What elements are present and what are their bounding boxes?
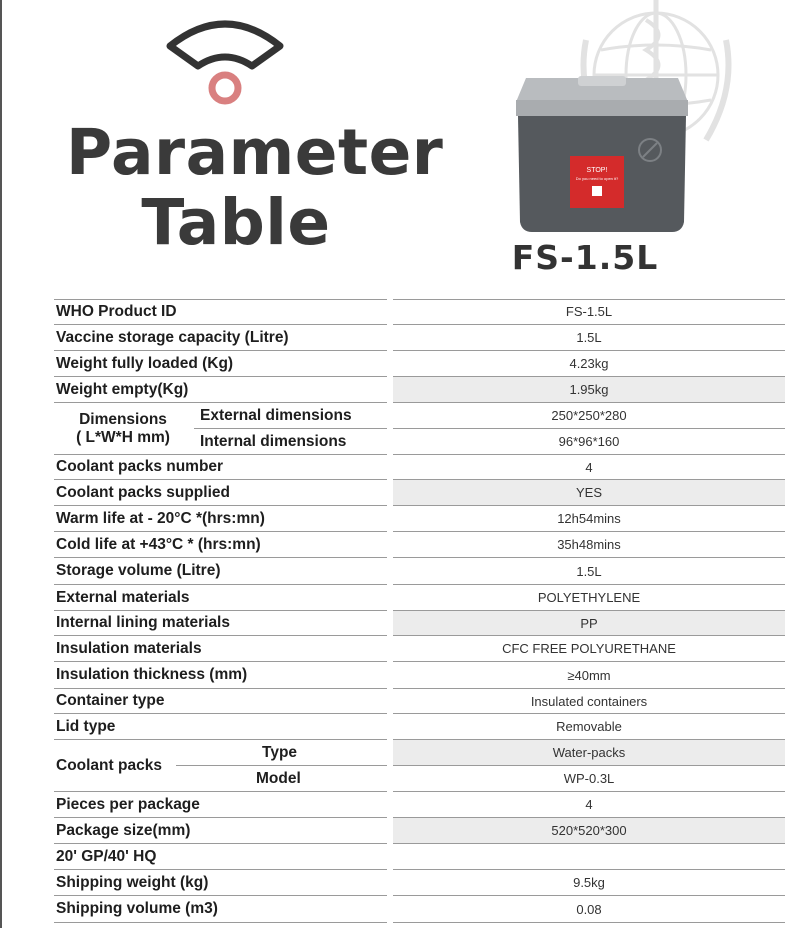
row-label: Storage volume (Litre): [54, 558, 387, 585]
row-value: 4: [393, 792, 785, 818]
table-row: [54, 792, 785, 818]
table-row: [54, 299, 785, 325]
row-value: Insulated containers: [393, 689, 785, 714]
row-label: Weight fully loaded (Kg): [54, 351, 387, 377]
table-row: [54, 714, 785, 740]
table-row: [54, 325, 785, 351]
table-row: [54, 636, 785, 662]
stop-sublabel: Do you need to open it?: [575, 176, 619, 181]
row-value: ≥40mm: [393, 662, 785, 689]
external-dimensions-label: External dimensions: [200, 407, 352, 424]
row-label: Vaccine storage capacity (Litre): [54, 325, 387, 351]
row-label: WHO Product ID: [54, 299, 387, 325]
row-label: External materials: [54, 585, 387, 611]
row-label: Internal lining materials: [54, 611, 387, 636]
row-label: Warm life at - 20°C *(hrs:mn): [54, 506, 387, 532]
row-value: 4.23kg: [393, 351, 785, 377]
table-row: [54, 585, 785, 611]
row-value: 520*520*300: [393, 818, 785, 844]
row-value: PP: [393, 611, 785, 636]
row-label: Shipping volume (m3): [54, 896, 387, 923]
coolant-packs-group: [54, 740, 785, 792]
row-label: Insulation materials: [54, 636, 387, 662]
coolant-type-value: Water-packs: [393, 740, 785, 766]
dimensions-group: [54, 403, 785, 455]
row-label: Pieces per package: [54, 792, 387, 818]
row-label: Cold life at +43°C * (hrs:mn): [54, 532, 387, 558]
stop-label: STOP!: [586, 167, 608, 174]
row-value: [393, 844, 785, 870]
table-row: [54, 480, 785, 506]
row-label: Insulation thickness (mm): [54, 662, 387, 689]
dimensions-label: Dimensions ( L*W*H mm): [76, 411, 170, 446]
table-row: [54, 844, 785, 870]
cooler-box-image: [512, 72, 692, 242]
coolant-type-label: Type: [262, 744, 298, 761]
row-label: Shipping weight (kg): [54, 870, 387, 896]
table-row: [54, 611, 785, 636]
table-row: [54, 351, 785, 377]
row-value: 0.08: [393, 896, 785, 923]
table-row: [54, 558, 785, 585]
row-value: POLYETHYLENE: [393, 585, 785, 611]
row-label: Weight empty(Kg): [54, 377, 387, 403]
left-edge-rule: [0, 0, 2, 928]
row-value: 1.5L: [393, 325, 785, 351]
row-value: 4: [393, 455, 785, 480]
row-value: CFC FREE POLYURETHANE: [393, 636, 785, 662]
row-label: Coolant packs supplied: [54, 480, 387, 506]
internal-dimensions-value: 96*96*160: [393, 429, 785, 455]
table-row: [54, 870, 785, 896]
model-name: FS-1.5L: [511, 238, 659, 277]
row-label: Coolant packs number: [54, 455, 387, 480]
row-label: Package size(mm): [54, 818, 387, 844]
row-label: Lid type: [54, 714, 387, 740]
row-label: 20' GP/40' HQ: [54, 844, 387, 870]
table-row: [54, 455, 785, 480]
row-value: 9.5kg: [393, 870, 785, 896]
table-row: [54, 689, 785, 714]
table-row: [54, 896, 785, 923]
coolant-model-value: WP-0.3L: [393, 766, 785, 792]
internal-dimensions-label: Internal dimensions: [200, 433, 347, 450]
coolant-packs-label: Coolant packs: [56, 757, 162, 774]
row-value: FS-1.5L: [393, 299, 785, 325]
row-value: Removable: [393, 714, 785, 740]
row-value: YES: [393, 480, 785, 506]
external-dimensions-value: 250*250*280: [393, 403, 785, 429]
fan-signal-icon: [162, 8, 288, 108]
row-value: 1.95kg: [393, 377, 785, 403]
row-value: 1.5L: [393, 558, 785, 585]
table-row: [54, 662, 785, 689]
row-label: Container type: [54, 689, 387, 714]
parameter-table: [54, 299, 785, 923]
row-value: 35h48mins: [393, 532, 785, 558]
table-row: [54, 506, 785, 532]
page-title: Parameter Table: [66, 116, 444, 259]
row-value: 12h54mins: [393, 506, 785, 532]
table-row: [54, 532, 785, 558]
table-row: [54, 377, 785, 403]
coolant-model-label: Model: [256, 770, 301, 787]
table-row: [54, 818, 785, 844]
